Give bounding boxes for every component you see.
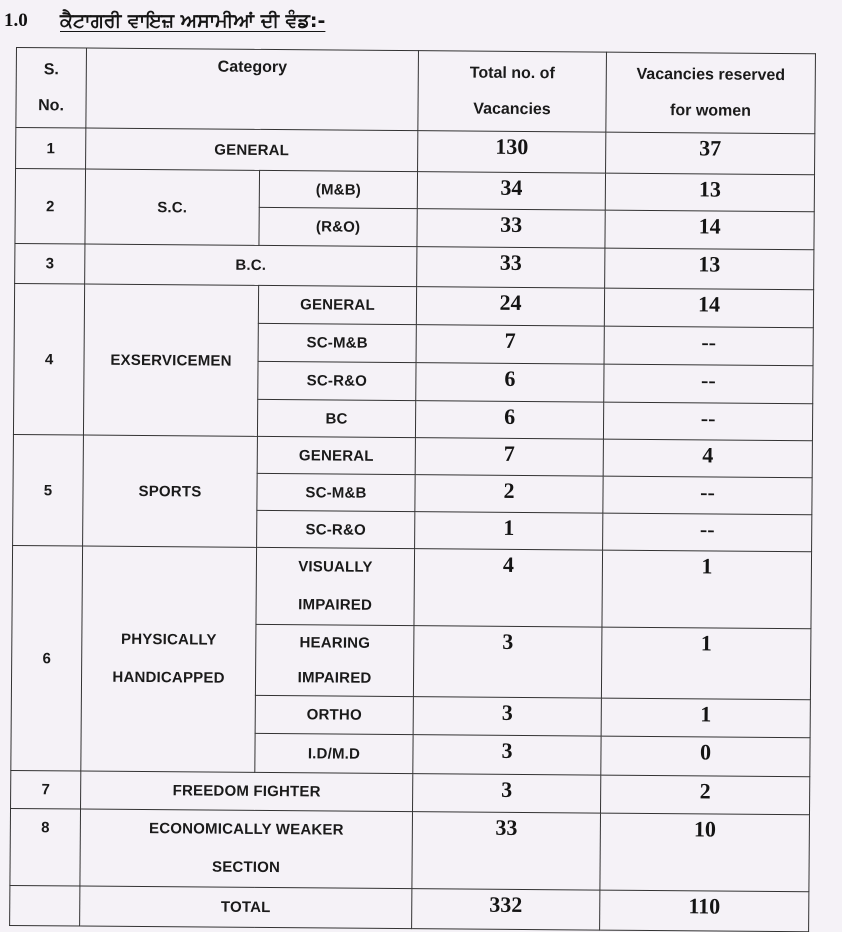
- category-cell: [80, 809, 413, 889]
- header-row: [16, 48, 816, 134]
- category-line2: HANDICAPPED: [112, 668, 225, 687]
- category-cell: EXSERVICEMEN: [83, 284, 258, 436]
- table-row: [11, 770, 810, 814]
- header-sno-line2: No.: [38, 96, 65, 114]
- women-cell: 10: [600, 813, 810, 892]
- header-women: [606, 52, 816, 134]
- subcategory-cell: SC-M&B: [258, 323, 416, 362]
- women-cell: --: [604, 326, 813, 366]
- subcategory-cell: GENERAL: [257, 436, 415, 474]
- category-line1: ECONOMICALLY WEAKER: [148, 820, 344, 839]
- category-cell: GENERAL: [86, 128, 418, 172]
- sno-cell: 3: [15, 243, 85, 284]
- women-cell: 1: [601, 627, 811, 700]
- subcategory-cell: SC-M&B: [257, 473, 415, 511]
- header-women-line2: for women: [670, 101, 752, 120]
- section-heading: [4, 6, 325, 36]
- women-cell: --: [604, 364, 813, 404]
- subcategory-cell: SC-R&O: [258, 361, 416, 400]
- sno-cell: 8: [10, 808, 81, 886]
- total-cell: 3: [413, 774, 601, 813]
- category-cell: SPORTS: [83, 435, 258, 547]
- subcategory-cell: GENERAL: [258, 285, 416, 324]
- women-cell: 1: [601, 698, 810, 738]
- grand-total-cell: 332: [412, 889, 600, 930]
- total-cell: 24: [416, 287, 604, 326]
- subcategory-cell: (R&O): [259, 207, 417, 246]
- subcategory-line2: IMPAIRED: [297, 669, 372, 687]
- total-cell: 3: [413, 697, 601, 736]
- total-cell: 7: [415, 438, 603, 476]
- header-total: [418, 51, 607, 132]
- subcategory-cell: BC: [257, 399, 415, 437]
- table-row: [12, 545, 812, 628]
- women-cell: --: [603, 513, 812, 552]
- women-cell: 37: [606, 132, 815, 175]
- women-cell: --: [603, 476, 812, 515]
- total-cell: 4: [414, 549, 603, 627]
- subcategory-cell: [255, 624, 414, 696]
- sno-cell: 2: [15, 169, 86, 245]
- header-women-line1: Vacancies reserved: [636, 65, 786, 84]
- total-row: [10, 885, 809, 931]
- subcategory-cell: [256, 547, 415, 625]
- women-cell: 14: [605, 210, 814, 250]
- header-category-label: Category: [217, 58, 288, 77]
- table-row: [13, 434, 812, 477]
- category-line1: PHYSICALLY: [120, 630, 217, 649]
- section-title: ਕੈਟਾਗਰੀ ਵਾਇਜ਼ ਅਸਾਮੀਆਂ ਦੀ ਵੰਡ:-: [60, 10, 326, 32]
- total-cell: 1: [415, 512, 603, 550]
- table-row: [16, 128, 815, 175]
- total-cell: 6: [416, 363, 604, 402]
- vacancy-table: [9, 47, 816, 932]
- women-cell: 13: [605, 248, 814, 290]
- total-label-cell: TOTAL: [80, 886, 412, 929]
- sno-cell: 7: [11, 770, 81, 809]
- sno-cell: 4: [13, 283, 84, 435]
- women-cell: --: [603, 402, 812, 441]
- sno-cell: 5: [13, 434, 84, 546]
- table-row: [14, 283, 813, 327]
- total-cell: 130: [418, 131, 606, 173]
- table-row: [15, 243, 814, 289]
- women-cell: 4: [603, 439, 812, 478]
- table-row: [15, 169, 814, 212]
- sno-cell: 1: [16, 128, 86, 170]
- women-cell: 1: [602, 550, 812, 629]
- total-cell: 34: [417, 172, 605, 210]
- header-sno: [16, 48, 87, 129]
- category-cell: B.C.: [85, 244, 417, 287]
- subcategory-cell: ORTHO: [255, 695, 413, 734]
- total-cell: 3: [413, 735, 601, 775]
- subcategory-line1: VISUALLY: [298, 558, 373, 576]
- subcategory-line2: IMPAIRED: [298, 596, 373, 614]
- women-cell: 13: [605, 173, 814, 212]
- total-cell: 2: [415, 475, 603, 513]
- subcategory-cell: I.D/M.D: [255, 733, 413, 773]
- women-cell: 2: [601, 775, 810, 815]
- header-total-line1: Total no. of: [469, 64, 555, 82]
- total-cell: 33: [417, 247, 605, 288]
- header-category: [86, 48, 419, 131]
- category-cell: FREEDOM FIGHTER: [81, 771, 413, 812]
- sno-cell: 6: [11, 545, 83, 771]
- women-cell: 14: [604, 288, 813, 328]
- subcategory-cell: SC-R&O: [257, 510, 415, 548]
- total-cell: 33: [417, 209, 605, 248]
- total-cell: 3: [413, 626, 602, 698]
- sno-cell-empty: [10, 885, 80, 926]
- vacancy-table-wrapper: [9, 47, 816, 932]
- header-total-line2: Vacancies: [473, 100, 551, 118]
- table-row: [10, 808, 810, 891]
- header-sno-line1: S.: [43, 60, 59, 78]
- category-cell: S.C.: [85, 169, 260, 245]
- women-cell: 0: [601, 736, 810, 777]
- category-cell: [81, 546, 257, 772]
- category-line2: SECTION: [211, 858, 281, 877]
- total-cell: 7: [416, 325, 604, 364]
- section-number: 1.0: [4, 10, 28, 31]
- subcategory-cell: (M&B): [259, 170, 417, 208]
- total-cell: 6: [415, 401, 603, 439]
- total-cell: 33: [412, 812, 601, 890]
- subcategory-line1: HEARING: [299, 634, 371, 652]
- grand-women-cell: 110: [600, 890, 809, 932]
